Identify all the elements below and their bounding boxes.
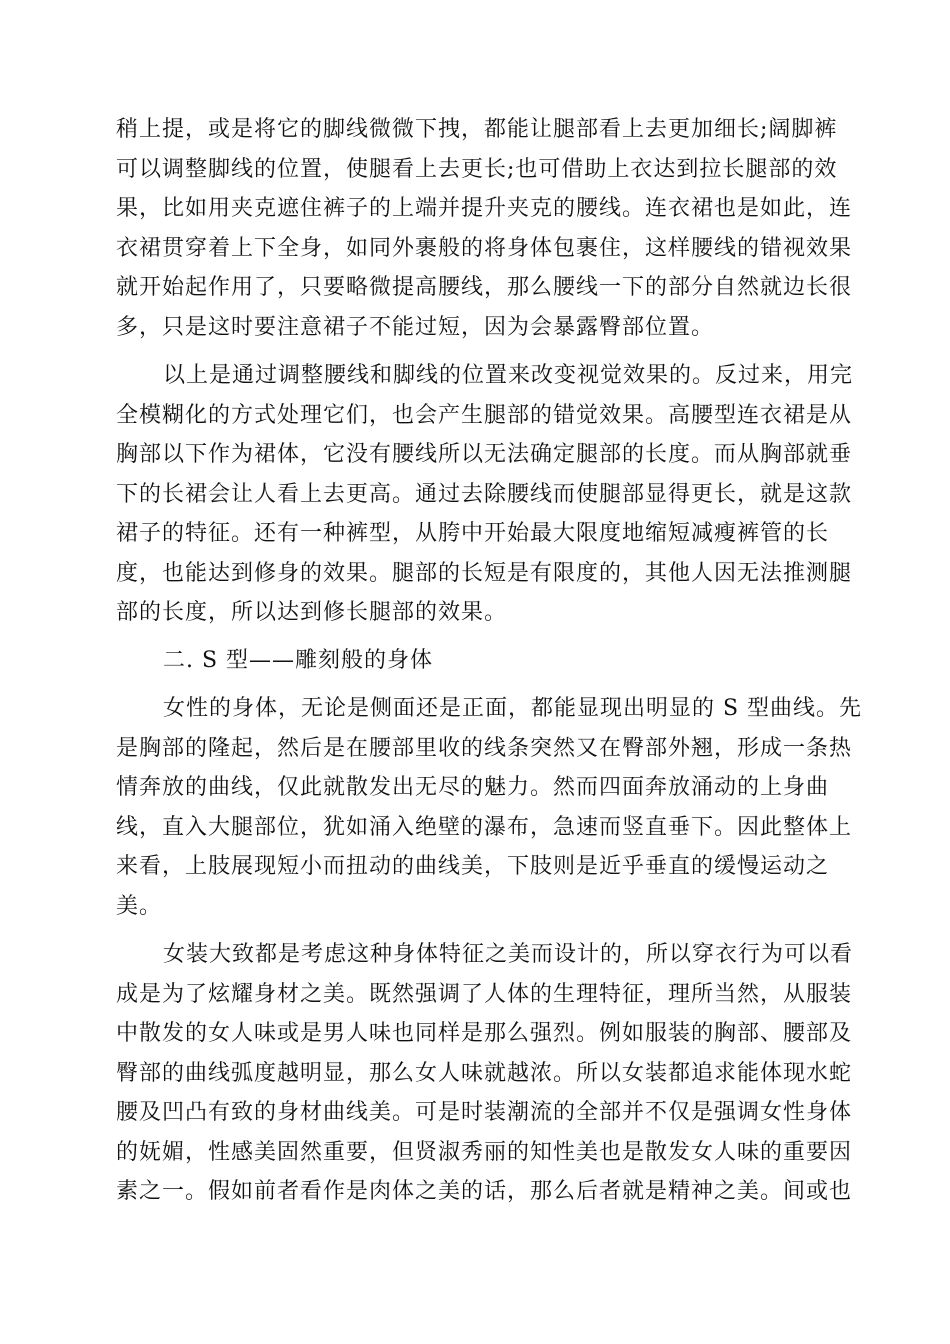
text-line: 的妩媚，性感美固然重要，但贤淑秀丽的知性美也是散发女人味的重要因 [116,1140,853,1165]
text-line: 成是为了炫耀身材之美。既然强调了人体的生理特征，理所当然，从服装 [116,982,853,1007]
text-line: 可以调整脚线的位置，使腿看上去更长;也可借助上衣达到拉长腿部的效 [116,157,838,182]
text-line: 全模糊化的方式处理它们，也会产生腿部的错觉效果。高腰型连衣裙是从 [116,403,853,428]
text-line: 度，也能达到修身的效果。腿部的长短是有限度的，其他人因无法推测腿 [116,561,853,586]
text-line: 来看，上肢展现短小而扭动的曲线美，下肢则是近乎垂直的缓慢运动之 [116,854,830,879]
text-line: 部的长度，所以达到修长腿部的效果。 [116,600,508,625]
text-line: 美。 [116,894,163,919]
text-line: 女性的身体，无论是侧面还是正面，都能显现出明显的 S 型曲线。先 [163,696,863,721]
text-line: 胸部以下作为裙体，它没有腰线所以无法确定腿部的长度。而从胸部就垂 [116,442,853,467]
text-line: 中散发的女人味或是男人味也同样是那么强烈。例如服装的胸部、腰部及 [116,1021,853,1046]
text-line: 果，比如用夹克遮住裤子的上端并提升夹克的腰线。连衣裙也是如此，连 [116,196,853,221]
text-line: 腰及凹凸有致的身材曲线美。可是时装潮流的全部并不仅是强调女性身体 [116,1100,853,1125]
text-line: 线，直入大腿部位，犹如涌入绝壁的瀑布，急速而竖直垂下。因此整体上 [116,815,853,840]
text-line: 多，只是这时要注意裙子不能过短，因为会暴露臀部位置。 [116,315,715,340]
text-line: 裙子的特征。还有一种裤型，从胯中开始最大限度地缩短减瘦裤管的长 [116,521,830,546]
text-line: 素之一。假如前者看作是肉体之美的话，那么后者就是精神之美。间或也 [116,1179,853,1204]
text-line: 就开始起作用了，只要略微提高腰线，那么腰线一下的部分自然就边长很 [116,275,853,300]
section-heading: 二. S 型——雕刻般的身体 [163,648,434,673]
text-line: 女装大致都是考虑这种身体特征之美而设计的，所以穿衣行为可以看 [163,942,854,967]
text-line: 情奔放的曲线，仅此就散发出无尽的魅力。然而四面奔放涌动的上身曲 [116,775,830,800]
text-line: 稍上提，或是将它的脚线微微下拽，都能让腿部看上去更加细长;阔脚裤 [116,117,838,142]
text-line: 下的长裙会让人看上去更高。通过去除腰线而使腿部显得更长，就是这款 [116,482,853,507]
text-line: 臀部的曲线弧度越明显，那么女人味就越浓。所以女装都追求能体现水蛇 [116,1061,853,1086]
text-line: 是胸部的隆起，然后是在腰部里收的线条突然又在臀部外翘，形成一条热 [116,736,853,761]
text-line: 衣裙贯穿着上下全身，如同外裹般的将身体包裹住，这样腰线的错视效果 [116,236,853,261]
text-line: 以上是通过调整腰线和脚线的位置来改变视觉效果的。反过来，用完 [163,363,854,388]
